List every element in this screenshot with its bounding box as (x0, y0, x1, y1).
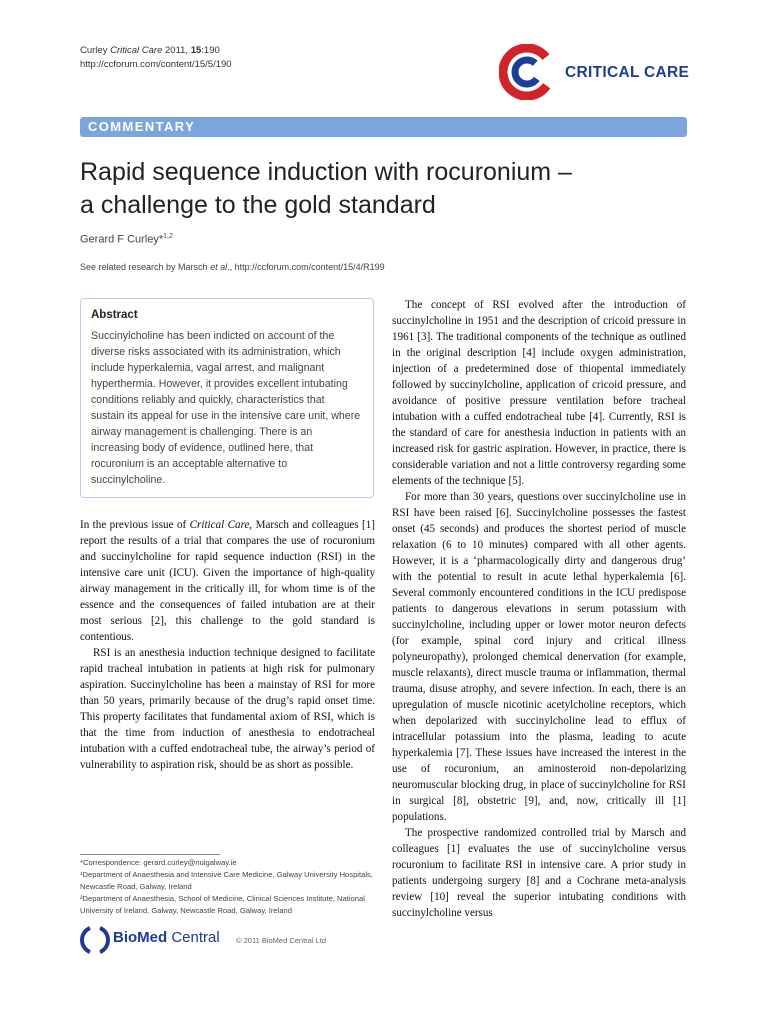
article-title (80, 156, 700, 222)
body-paragraph (80, 517, 375, 645)
paragraph-text: In the previous issue of (80, 519, 190, 531)
biomed-central-logo-icon (80, 925, 110, 955)
footnote-divider (80, 854, 220, 855)
abstract-text: Succinylcholine has been indicted on account of the diverse risks associated with its administration, which include hyperkalemia, vagal arrest, and malignant hyperthermia. However, it provides excellent intubating conditions reliably and quickly, characteristics that sustain its appeal for use in the intensive care unit, where airway management is challenging. There is an increasing body of evidence, outlined here, that rocuronium is an acceptable alternative to succinylcholine. (91, 330, 361, 486)
author-line (80, 233, 173, 246)
copyright-notice: © 2011 BioMed Central Ltd (236, 936, 327, 945)
article-url[interactable]: http://ccforum.com/content/15/5/190 (80, 59, 232, 70)
abstract-heading: Abstract (91, 309, 138, 321)
journal-logo-text: CRITICAL CARE (565, 64, 690, 81)
body-paragraph: The concept of RSI evolved after the introduction of succinylcholine in 1951 and the description of cricoid pressure in 1961 [3]. The traditional components of the technique as outlined in the original description [4] include oxygen administration, injection of a predetermined dose of thiopental immediately followed by succinylcholine, application of cricoid pressure, and avoidance of positive pressure ventilation before tracheal intubation with a cuffed endotracheal tube [4]. Currently, RSI is the standard of care for anesthesia induction in patients with an increased risk for gastric aspiration. However, in practice, there is considerable variation and not a little controversy regarding some elements of the technique [5]. (392, 299, 686, 487)
affiliation-2: ²Department of Anaesthesia, School of Medicine, Clinical Sciences Institute, National University of Ireland, Galway, Newcastle Road, Galway, Ireland (80, 894, 365, 915)
body-left-column (80, 517, 375, 773)
title-line-2: a challenge to the gold standard (80, 191, 436, 219)
citation-journal: Critical Care (110, 45, 163, 56)
publisher-name-regular: Central (167, 929, 220, 946)
body-paragraph: For more than 30 years, questions over succinylcholine use in RSI have been raised [6]. Succinylcholine possesses the fastest onset (45 seconds) and produces the shortest period of muscle relaxation (6 to 10 minutes) compared with all other agents. However, it is a ‘pharmacologically dirty and dangerous drug’ with the potential to result in acute lethal hyperkalemia [6]. Several commonly encountered conditions in the ICU predispose patients to dangerous elevations in serum potassium with succinylcholine, including upper or lower motor neuron defects (for example, spinal cord injury and critical illness polyneuropathy), prolonged chemical denervation (for example, muscle relaxants), direct muscle trauma or inflammation, thermal trauma, disuse atrophy, and severe infection. In each, there is an upregulation of muscle nicotinic acetylcholine receptors, which when depolarized with succinylcholine lead to efflux of intracellular potassium into the plasma, leading to acute hyperkalemia [7]. These issues have increased the interest in the use of rocuronium, an aminosteroid non-depolarizing neuromuscular blocking drug, in place of succinylcholine for RSI in surgical [8], obstetric [9], and, now, critically ill [1] populations. (392, 491, 686, 823)
journal-name: Critical Care (189, 519, 250, 531)
correspondence-note: *Correspondence: gerard.curley@nuigalway.ie (80, 858, 237, 867)
citation-author: Curley (80, 45, 108, 56)
citation-issue: :190 (201, 45, 220, 56)
author-name: Gerard F Curley* (80, 233, 164, 246)
title-line-1: Rapid sequence induction with rocuronium – (80, 158, 572, 186)
body-paragraph: The prospective randomized controlled trial by Marsch and colleagues [1] evaluates the use of succinylcholine versus rocuronium to facilitate RSI in intensive care. A prior study in patients undergoing surgery [8] and a Cochrane meta-analysis review [10] reveal the superior intubating conditions with succinylcholine versus (392, 827, 686, 919)
section-label: COMMENTARY (88, 119, 196, 134)
citation-header (80, 44, 232, 72)
body-paragraph: RSI is an anesthesia induction technique designed to facilitate rapid tracheal intubation in patients at high risk for pulmonary aspiration. Succinylcholine has been a mainstay of RSI for more than 50 years, primarily because of the drug’s rapid onset time. This property facilitates that fundamental axiom of RSI, which is that the time from induction of anesthesia to endotracheal intubation with a cuffed endotracheal tube, the airway’s period of vulnerability to aspiration risk, should be as short as possible. (80, 647, 375, 771)
citation-volume: 15 (190, 45, 202, 56)
citation-year: 2011, (165, 45, 189, 56)
related-prefix: See related research by Marsch (80, 262, 211, 272)
publisher-name (113, 929, 220, 946)
author-affiliations: 1,2 (163, 233, 173, 240)
related-research-link[interactable] (80, 262, 385, 272)
paragraph-text: , Marsch and colleagues [1] report the results of a trial that compares the use of rocuronium and succinylcholine for rapid sequence induction (RSI) in the intensive care unit (ICU). Given the importance of high-quality airway management in the critically ill, for whom time is of the essence and the consequences of failed intubation are at their most serious [2], this challenge to the gold standard is contentious. (80, 519, 375, 643)
related-etal: et al (210, 262, 228, 272)
publisher-name-bold: BioMed (113, 929, 168, 946)
footnotes (80, 857, 380, 917)
body-right-column (392, 297, 686, 921)
citation-line (80, 44, 232, 58)
related-url: ., http://ccforum.com/content/15/4/R199 (227, 262, 385, 272)
affiliation-1: ¹Department of Anaesthesia and Intensive Care Medicine, Galway University Hospitals, Newcastle Road, Galway, Ireland (80, 870, 373, 891)
